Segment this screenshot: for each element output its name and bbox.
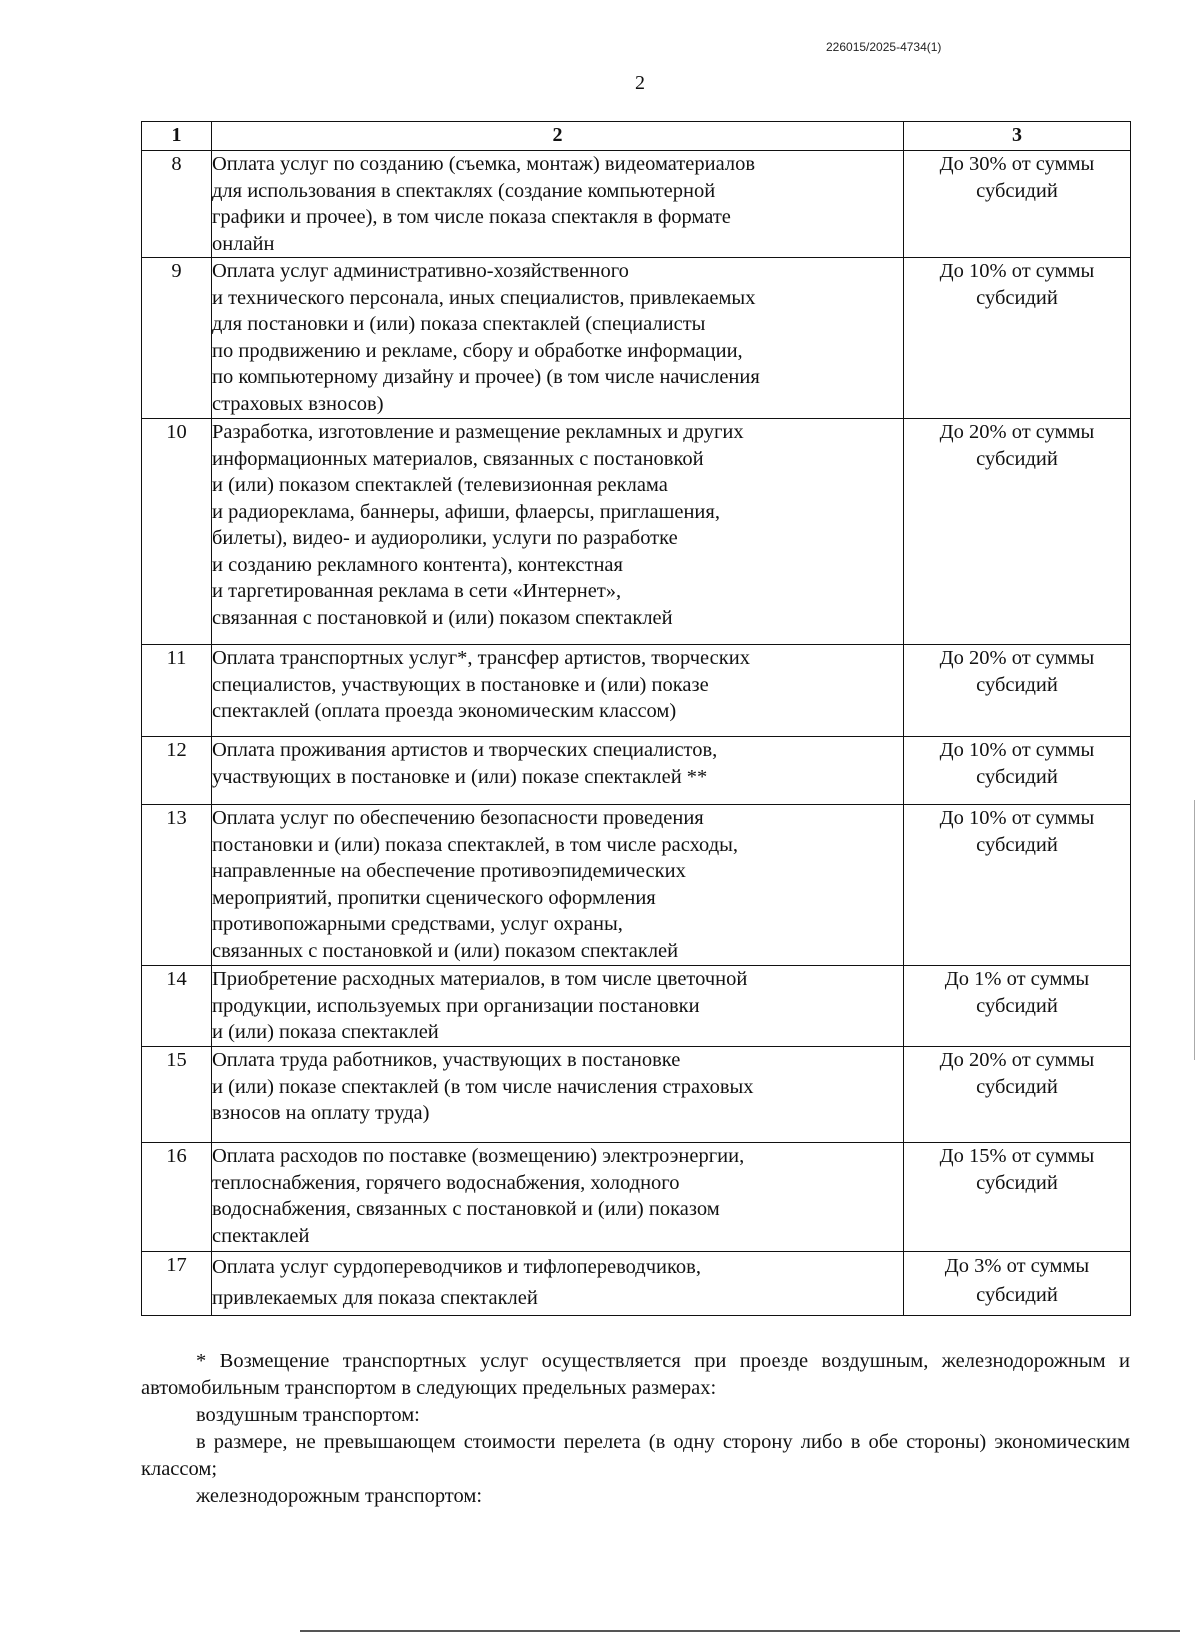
footnote-paragraph: * Возмещение транспортных услуг осуществляется при проезде воздушным, железнодорожным и автомобильным транспортом в следующих предельных размерах: [141,1350,1130,1399]
row-number: 12 [142,737,212,805]
table-row [142,737,1131,805]
row-limit [904,737,1131,805]
table-row [142,419,1131,645]
row-number: 17 [142,1252,212,1316]
limit-percent: До 10% от суммы [939,807,1095,829]
table-row [142,1252,1131,1316]
row-limit [904,1047,1131,1143]
limit-percent: До 10% от суммы [939,260,1095,282]
row-description: Разработка, изготовление и размещение рекламных и других информационных материалов, связанных с постановкой и (или) показом спектаклей (телевизионная реклама и радиореклама, баннеры, афиши, флаерсы, приглашения, билеты), видео- и аудиоролики, услуги по разработке и созданию рекламного контента), контекстная и таргетированная реклама в сети «Интернет», связанная с постановкой и (или) показом спектаклей [212,419,904,645]
row-description: Оплата транспортных услуг*, трансфер артистов, творческих специалистов, участвующих в постановке и (или) показе спектаклей (оплата проезда экономическим классом) [212,645,904,737]
limit-unit: субсидий [976,1075,1058,1098]
row-number: 10 [142,419,212,645]
footnote-paragraph: железнодорожным транспортом: [196,1485,483,1507]
limit-percent: До 3% от суммы [944,1255,1090,1277]
table-row [142,258,1131,419]
row-description: Оплата услуг сурдопереводчиков и тифлопереводчиков, привлекаемых для показа спектаклей [212,1252,904,1316]
limit-unit: субсидий [976,833,1058,856]
page-number: 2 [635,72,645,94]
limit-unit: субсидий [976,673,1058,696]
row-description: Оплата расходов по поставке (возмещению) электроэнергии, теплоснабжения, горячего водоснабжения, холодного водоснабжения, связанных с постановкой и (или) показом спектаклей [212,1143,904,1252]
limit-percent: До 20% от суммы [939,1049,1095,1071]
row-limit [904,1143,1131,1252]
row-description: Приобретение расходных материалов, в том числе цветочной продукции, используемых при организации постановки и (или) показа спектаклей [212,966,904,1047]
limit-percent: До 20% от суммы [939,647,1095,669]
expense-limits-table [141,121,1131,1316]
column-header-number: 1 [142,122,212,151]
limit-percent: До 15% от суммы [939,1145,1095,1167]
table-row [142,805,1131,966]
row-description: Оплата услуг по обеспечению безопасности проведения постановки и (или) показа спектаклей, в том числе расходы, направленные на обеспечение противоэпидемических мероприятий, пропитки сценического оформления противопожарными средствами, услуг охраны, связанных с постановкой и (или) показом спектаклей [212,805,904,966]
row-limit [904,1252,1131,1316]
scan-artifact [300,1630,1180,1632]
table-row [142,966,1131,1047]
row-number: 9 [142,258,212,419]
table-row [142,645,1131,737]
document-registration-number: 226015/2025-4734(1) [826,40,942,54]
limit-unit: субсидий [976,994,1058,1017]
limit-unit: субсидий [976,1284,1058,1306]
row-description: Оплата труда работников, участвующих в постановке и (или) показе спектаклей (в том числе начисления страховых взносов на оплату труда) [212,1047,904,1143]
table-row [142,151,1131,258]
row-description: Оплата услуг административно-хозяйственного и технического персонала, иных специалистов, привлекаемых для постановки и (или) показа спектаклей (специалисты по продвижению и рекламе, сбору и обработке информации, по компьютерному дизайну и прочее) (в том числе начисления страховых взносов) [212,258,904,419]
row-limit [904,805,1131,966]
scan-artifact [1194,800,1195,1060]
limit-percent: До 10% от суммы [939,739,1095,761]
column-header-limit: 3 [904,122,1131,151]
row-number: 14 [142,966,212,1047]
footnote-paragraph: в размере, не превышающем стоимости перелета (в одну сторону либо в обе стороны) экономическим классом; [141,1431,1130,1480]
limit-unit: субсидий [976,1171,1058,1194]
row-number: 13 [142,805,212,966]
table-row [142,1143,1131,1252]
row-limit [904,645,1131,737]
row-limit [904,258,1131,419]
row-number: 8 [142,151,212,258]
transport-footnote [141,1348,1130,1510]
limit-unit: субсидий [976,179,1058,202]
footnote-paragraph: воздушным транспортом: [196,1404,420,1426]
limit-percent: До 20% от суммы [939,421,1095,443]
table-row [142,1047,1131,1143]
limit-percent: До 1% от суммы [944,968,1090,990]
limit-unit: субсидий [976,765,1058,788]
row-limit [904,419,1131,645]
limit-unit: субсидий [976,447,1058,470]
row-number: 16 [142,1143,212,1252]
limit-unit: субсидий [976,286,1058,309]
row-limit [904,151,1131,258]
row-number: 11 [142,645,212,737]
table-header-row [142,122,1131,151]
column-header-description: 2 [212,122,904,151]
limit-percent: До 30% от суммы [939,153,1095,175]
row-description: Оплата услуг по созданию (съемка, монтаж) видеоматериалов для использования в спектаклях (создание компьютерной графики и прочее), в том числе показа спектакля в формате онлайн [212,151,904,258]
row-limit [904,966,1131,1047]
row-number: 15 [142,1047,212,1143]
row-description: Оплата проживания артистов и творческих специалистов, участвующих в постановке и (или) показе спектаклей ** [212,737,904,805]
